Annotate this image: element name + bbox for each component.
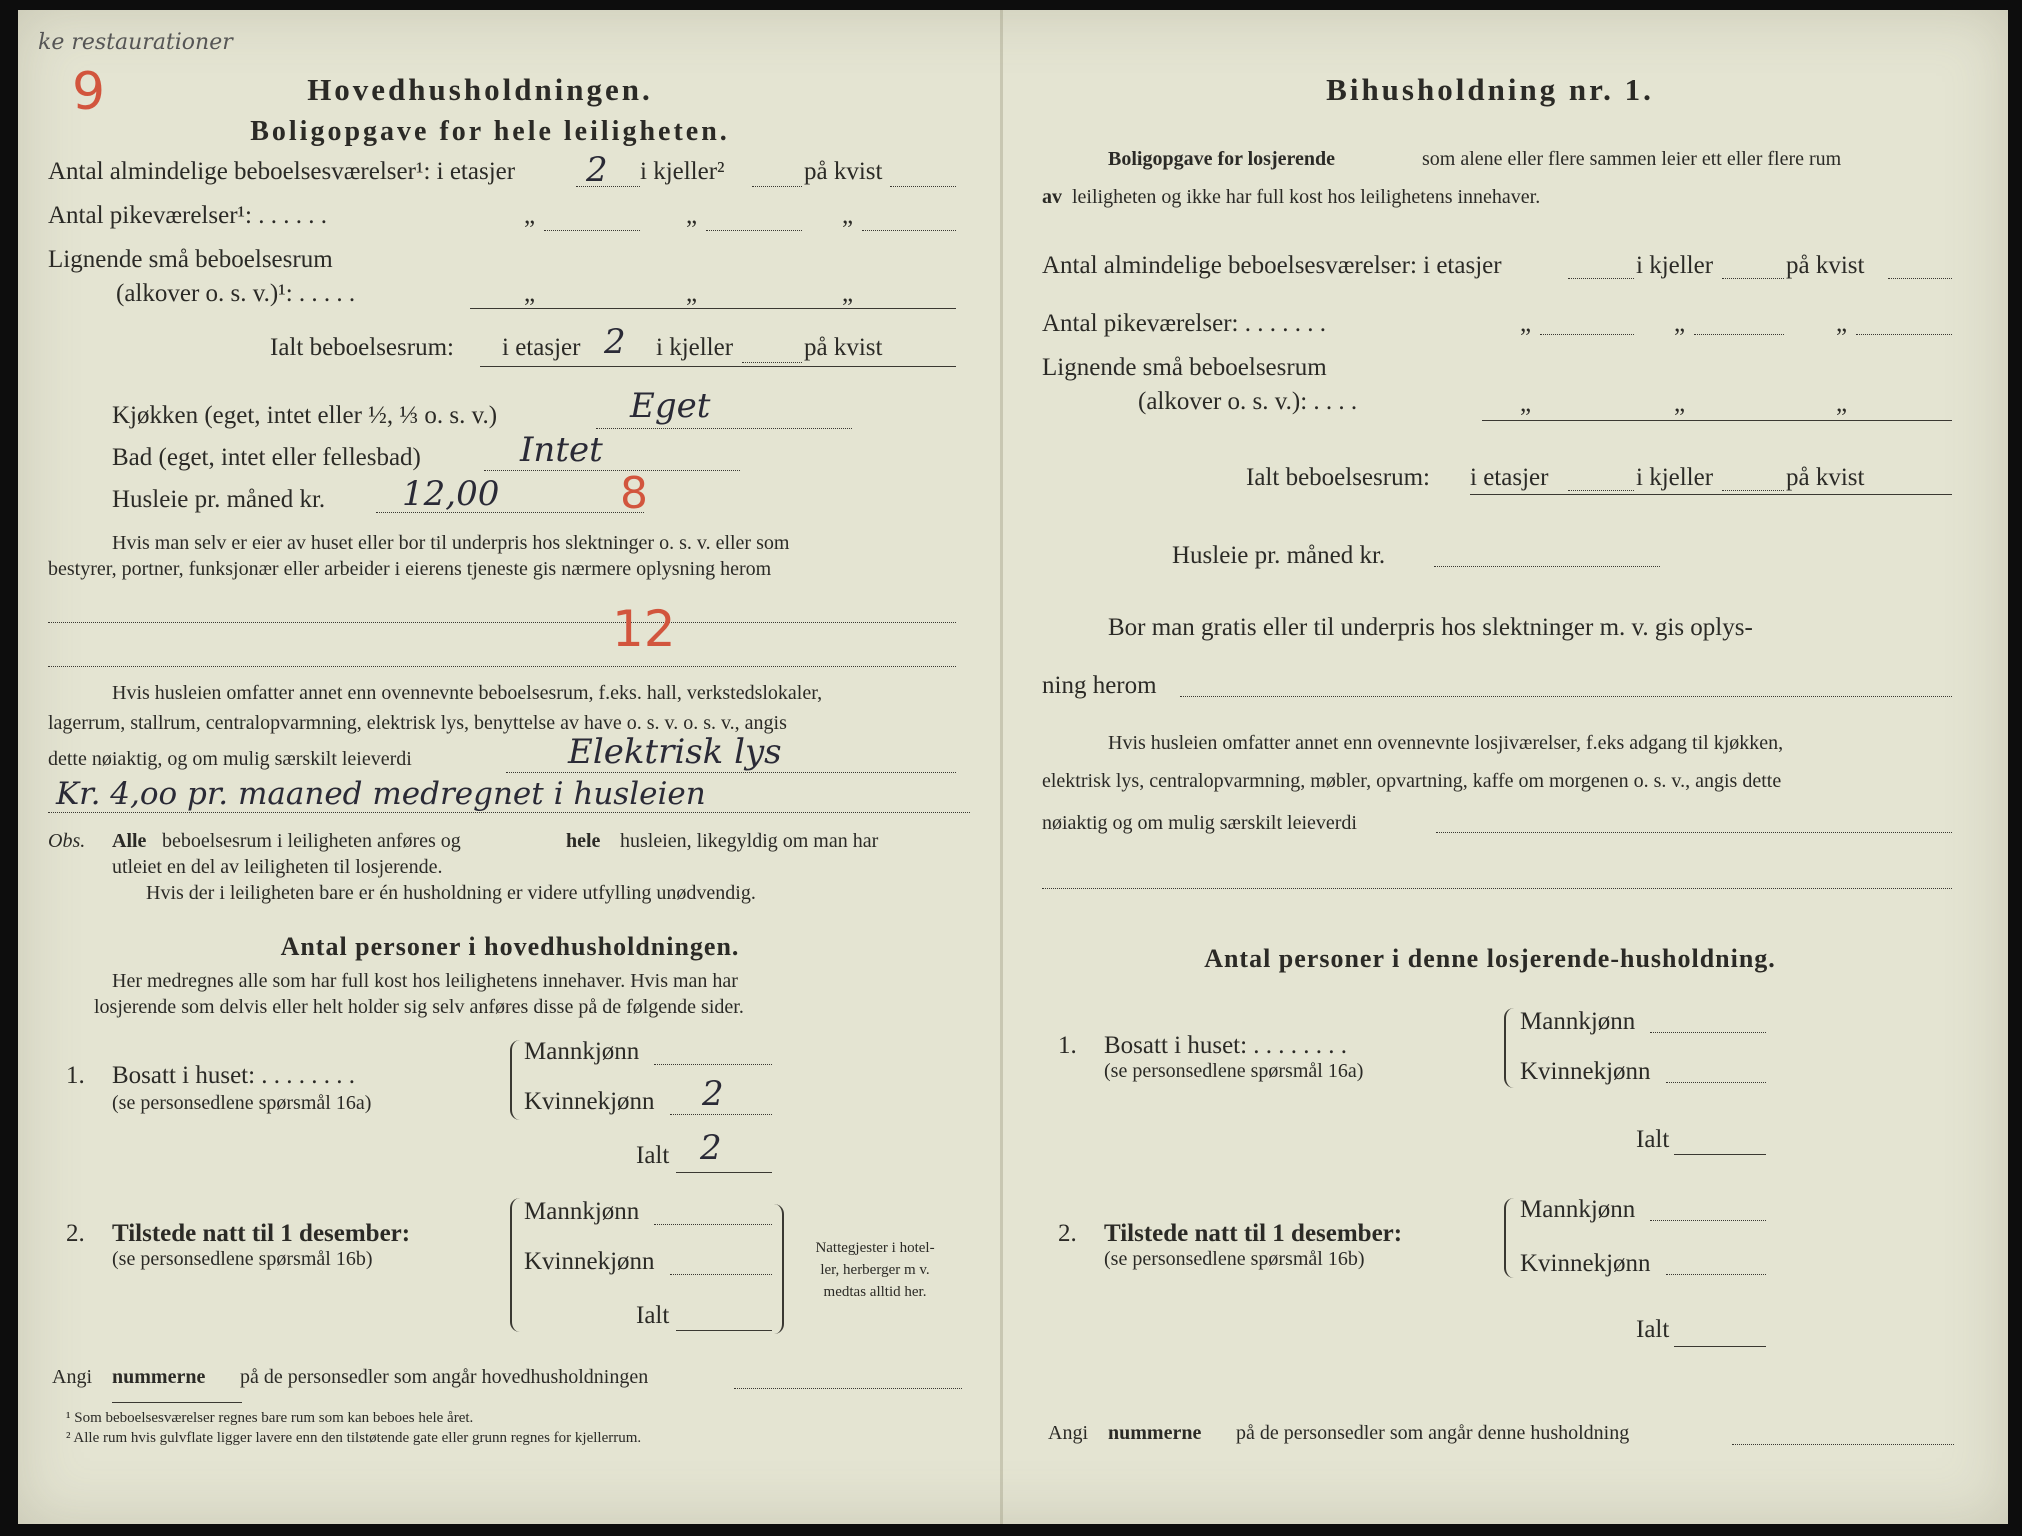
bosatt-kvinne-line — [670, 1114, 772, 1115]
obs-text-3: utleiet en del av leiligheten til losjerende. — [112, 856, 443, 878]
eier-text-1: Hvis man selv er eier av huset eller bor til underpris hos slektninger o. s. v. eller som — [112, 532, 790, 554]
right-alkover-ditto-1: „ — [1520, 390, 1532, 417]
right-title: Bihusholdning nr. 1. — [1326, 72, 1654, 107]
left-subtitle: Boligopgave for hele leiligheten. — [250, 116, 730, 147]
right-rooms-kvist: på kvist — [1786, 252, 1865, 279]
right-gratis-1: Bor man gratis eller til underpris hos slektninger m. v. gis oplys- — [1108, 614, 1753, 641]
right-ialt-underline — [1470, 494, 1952, 495]
ialt-etasjer-value: 2 — [604, 322, 626, 362]
angi-nummerne: nummerne — [112, 1366, 206, 1388]
right-pike-ditto-2: „ — [1674, 310, 1686, 337]
right-tilstede-brace — [1504, 1198, 1518, 1278]
alkover-ditto-3: „ — [842, 280, 854, 307]
angi-label: Angi — [52, 1366, 92, 1388]
right-ialt-etasjer: i etasjer — [1470, 464, 1549, 491]
natt-note-2: ler, herberger m v. — [820, 1262, 930, 1278]
right-rooms-kvist-line — [1888, 278, 1952, 279]
right-tilstede-kvinne: Kvinnekjønn — [1520, 1250, 1651, 1277]
husleie-label: Husleie pr. måned kr. — [112, 486, 326, 513]
right-gratis-2: ning herom — [1042, 672, 1157, 699]
obs-hele: hele — [566, 830, 601, 852]
omfatter-2: lagerrum, stallrum, centralopvarmning, elektrisk lys, benyttelse av have o. s. v. o. s. v., angis — [48, 712, 787, 734]
right-omfatter-line-2 — [1042, 888, 1952, 889]
obs-text-2: husleien, likegyldig om man har — [620, 830, 879, 852]
right-rooms-etasjer-line — [1568, 278, 1634, 279]
omfatter-line-1 — [506, 772, 956, 773]
alkover-label: (alkover o. s. v.)¹: . . . . . — [116, 280, 356, 307]
angi-text: på de personsedler som angår hovedhusholdningen — [240, 1366, 649, 1388]
alkover-line — [470, 308, 956, 309]
bosatt-label: Bosatt i huset: . . . . . . . . — [112, 1062, 356, 1089]
lignende-label: Lignende små beboelsesrum — [48, 246, 333, 273]
margin-note: ke restaurationer — [38, 30, 233, 55]
tilstede-num: 2. — [66, 1220, 85, 1247]
footnote-rule — [112, 1402, 242, 1403]
footnote-1: ¹ Som beboelsesværelser regnes bare rum som kan beboes hele året. — [66, 1410, 474, 1426]
obs-text-1: beboelsesrum i leiligheten anføres og — [162, 830, 461, 852]
bosatt-sub: (se personsedlene spørsmål 16a) — [112, 1092, 372, 1114]
angi-line — [734, 1388, 962, 1389]
pike-ditto-1: „ — [524, 202, 536, 229]
page-fold — [1000, 10, 1003, 1524]
pike-label: Antal pikeværelser¹: . . . . . . — [48, 202, 327, 229]
tilstede-ialt-line — [676, 1330, 772, 1331]
right-rooms-kjeller-line — [1722, 278, 1784, 279]
right-ialt-label: Ialt beboelsesrum: — [1246, 464, 1430, 491]
bad-line — [484, 470, 740, 471]
right-ialt-kjeller-line — [1722, 490, 1784, 491]
rooms-etasjer-value: 2 — [586, 150, 608, 190]
right-tilstede-mann: Mannkjønn — [1520, 1196, 1636, 1223]
husleie-line — [376, 512, 644, 513]
right-pike-ditto-1: „ — [1520, 310, 1532, 337]
red-mark-rent: 8 — [620, 468, 648, 519]
omfatter-value-2: Kr. 4,oo pr. maaned medregnet i husleien — [56, 776, 706, 812]
pike-ditto-2: „ — [686, 202, 698, 229]
tilstede-brace — [510, 1198, 524, 1332]
right-angi-nummerne: nummerne — [1108, 1422, 1202, 1444]
tilstede-sub: (se personsedlene spørsmål 16b) — [112, 1248, 373, 1270]
right-intro-1: som alene eller flere sammen leier ett eller flere rum — [1422, 148, 1842, 170]
right-omfatter-line-1 — [1436, 832, 1952, 833]
natt-brace — [770, 1204, 784, 1334]
eier-line-1 — [48, 622, 956, 623]
right-omfatter-2: elektrisk lys, centralopvarmning, møbler, opvartning, kaffe om morgenen o. s. v., angis dette — [1042, 770, 1782, 792]
rooms-kvist-line — [890, 186, 956, 187]
ialt-etasjer-label: i etasjer — [502, 334, 581, 361]
omfatter-value-1: Elektrisk lys — [568, 732, 782, 772]
right-bosatt-label: Bosatt i huset: . . . . . . . . — [1104, 1032, 1348, 1059]
right-lignende: Lignende små beboelsesrum — [1042, 354, 1327, 381]
right-tilstede-ialt-line — [1674, 1346, 1766, 1347]
kjokken-label: Kjøkken (eget, intet eller ½, ⅓ o. s. v.) — [112, 402, 498, 429]
alkover-ditto-2: „ — [686, 280, 698, 307]
right-husleie-label: Husleie pr. måned kr. — [1172, 542, 1386, 569]
omfatter-1: Hvis husleien omfatter annet enn ovennevnte beboelsesrum, f.eks. hall, verkstedslokaler, — [112, 682, 823, 704]
bosatt-mann: Mannkjønn — [524, 1038, 640, 1065]
kjokken-value: Eget — [630, 386, 711, 426]
right-ialt-kjeller: i kjeller — [1636, 464, 1714, 491]
bosatt-mann-line — [654, 1064, 772, 1065]
bosatt-kvinne-value: 2 — [702, 1074, 724, 1114]
right-alkover-line — [1482, 420, 1952, 421]
right-bosatt-ialt-line — [1674, 1154, 1766, 1155]
rooms-kjeller-line — [752, 186, 802, 187]
right-alkover-ditto-3: „ — [1836, 390, 1848, 417]
right-tilstede-sub: (se personsedlene spørsmål 16b) — [1104, 1248, 1365, 1270]
kjokken-line — [596, 428, 852, 429]
right-alkover-ditto-2: „ — [1674, 390, 1686, 417]
obs-alle: Alle — [112, 830, 147, 852]
persons-text-1: Her medregnes alle som har full kost hos leilighetens innehaver. Hvis man har — [112, 970, 738, 992]
right-tilstede-num: 2. — [1058, 1220, 1077, 1247]
persons-title: Antal personer i hovedhusholdningen. — [280, 932, 740, 961]
natt-note-3: medtas alltid her. — [823, 1284, 927, 1300]
right-bosatt-mann-line — [1650, 1032, 1766, 1033]
omfatter-line-2 — [48, 812, 970, 813]
obs-text-4: Hvis der i leiligheten bare er én husholdning er videre utfylling unødvendig. — [146, 882, 756, 904]
bosatt-ialt: Ialt — [636, 1142, 670, 1169]
right-rooms-kjeller: i kjeller — [1636, 252, 1714, 279]
tilstede-label: Tilstede natt til 1 desember: — [112, 1220, 411, 1247]
right-angi-label: Angi — [1048, 1422, 1088, 1444]
right-rooms-label: Antal almindelige beboelsesværelser: i etasjer — [1042, 252, 1502, 279]
right-bosatt-sub: (se personsedlene spørsmål 16a) — [1104, 1060, 1364, 1082]
pike-line-3 — [862, 230, 956, 231]
bosatt-ialt-line — [676, 1172, 772, 1173]
right-tilstede-mann-line — [1650, 1220, 1766, 1221]
right-tilstede-label: Tilstede natt til 1 desember: — [1104, 1220, 1403, 1247]
bosatt-kvinne: Kvinnekjønn — [524, 1088, 655, 1115]
bad-label: Bad (eget, intet eller fellesbad) — [112, 444, 421, 471]
right-alkover: (alkover o. s. v.): . . . . — [1138, 388, 1358, 415]
ialt-kjeller-label: i kjeller — [656, 334, 734, 361]
rooms-kjeller-label: i kjeller² — [640, 158, 725, 185]
right-pike-line-1 — [1540, 334, 1634, 335]
red-mark-top: 9 — [72, 62, 106, 122]
tilstede-mann-line — [654, 1224, 772, 1225]
tilstede-kvinne-line — [670, 1274, 772, 1275]
ialt-kjeller-line — [742, 362, 802, 363]
right-pike-label: Antal pikeværelser: . . . . . . . — [1042, 310, 1326, 337]
pike-line-1 — [544, 230, 640, 231]
right-bosatt-kvinne-line — [1666, 1082, 1766, 1083]
pike-line-2 — [706, 230, 802, 231]
right-husleie-line — [1434, 566, 1660, 567]
right-bosatt-brace — [1504, 1008, 1518, 1088]
rooms-kvist-label: på kvist — [804, 158, 883, 185]
natt-note-1: Nattegjester i hotel- — [815, 1240, 935, 1256]
right-angi-text: på de personsedler som angår denne husholdning — [1236, 1422, 1630, 1444]
right-pike-line-3 — [1856, 334, 1952, 335]
tilstede-mann: Mannkjønn — [524, 1198, 640, 1225]
right-intro-bold: Boligopgave for losjerende — [1108, 148, 1336, 170]
obs-label: Obs. — [48, 830, 86, 852]
eier-text-2: bestyrer, portner, funksjonær eller arbeider i eierens tjeneste gis nærmere oplysning herom — [48, 558, 772, 580]
eier-line-2 — [48, 666, 956, 667]
tilstede-kvinne: Kvinnekjønn — [524, 1248, 655, 1275]
right-omfatter-1: Hvis husleien omfatter annet enn ovennevnte losjiværelser, f.eks adgang til kjøkken, — [1108, 732, 1784, 754]
right-persons-title: Antal personer i denne losjerende-husholdning. — [1204, 944, 1776, 973]
right-bosatt-ialt: Ialt — [1636, 1126, 1670, 1153]
right-pike-ditto-3: „ — [1836, 310, 1848, 337]
ialt-label: Ialt beboelsesrum: — [270, 334, 454, 361]
pike-ditto-3: „ — [842, 202, 854, 229]
right-ialt-kvist: på kvist — [1786, 464, 1865, 491]
right-angi-line — [1732, 1444, 1954, 1445]
persons-text-2: losjerende som delvis eller helt holder sig selv anføres disse på de følgende sider. — [94, 996, 744, 1018]
red-mark-total: 12 — [612, 600, 676, 658]
bosatt-ialt-value: 2 — [700, 1128, 722, 1168]
right-bosatt-kvinne: Kvinnekjønn — [1520, 1058, 1651, 1085]
left-title: Hovedhusholdningen. — [307, 72, 653, 107]
omfatter-3: dette nøiaktig, og om mulig særskilt leieverdi — [48, 748, 412, 770]
right-bosatt-num: 1. — [1058, 1032, 1077, 1059]
right-intro-av: av — [1042, 186, 1062, 208]
ialt-kvist-label: på kvist — [804, 334, 883, 361]
alkover-ditto-1: „ — [524, 280, 536, 307]
footnote-2: ² Alle rum hvis gulvflate ligger lavere enn den tilstøtende gate eller grunn regnes for kjellerrum. — [66, 1430, 642, 1446]
bad-value: Intet — [520, 430, 603, 470]
right-ialt-etasjer-line — [1568, 490, 1634, 491]
bosatt-num: 1. — [66, 1062, 85, 1089]
right-pike-line-2 — [1694, 334, 1784, 335]
rooms-label: Antal almindelige beboelsesværelser¹: i etasjer — [48, 158, 516, 185]
tilstede-ialt: Ialt — [636, 1302, 670, 1329]
right-bosatt-mann: Mannkjønn — [1520, 1008, 1636, 1035]
bosatt-brace — [510, 1040, 524, 1120]
right-tilstede-kvinne-line — [1666, 1274, 1766, 1275]
right-omfatter-3: nøiaktig og om mulig særskilt leieverdi — [1042, 812, 1357, 834]
husleie-value: 12,00 — [402, 474, 500, 514]
right-gratis-line — [1180, 696, 1952, 697]
right-intro-2: leiligheten og ikke har full kost hos leilighetens innehaver. — [1072, 186, 1541, 208]
right-tilstede-ialt: Ialt — [1636, 1316, 1670, 1343]
ialt-underline — [480, 366, 956, 367]
